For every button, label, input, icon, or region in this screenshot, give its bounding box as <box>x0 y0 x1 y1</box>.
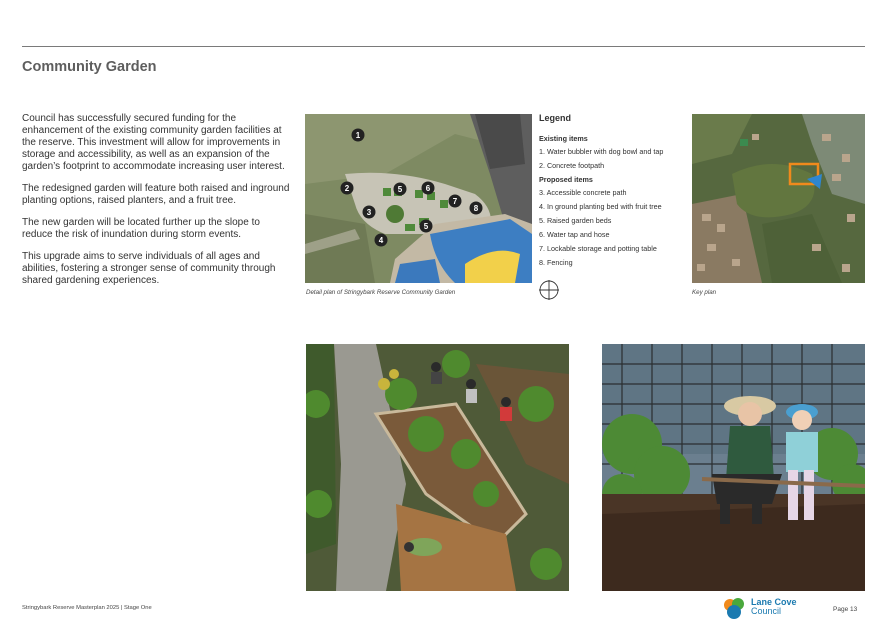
svg-text:5: 5 <box>423 222 429 231</box>
header-rule <box>22 46 865 47</box>
logo-text <box>751 598 797 616</box>
detail-plan-caption: Detail plan of Stringybark Reserve Community Garden <box>306 289 456 296</box>
svg-text:8: 8 <box>473 204 479 213</box>
svg-text:2: 2 <box>344 184 350 193</box>
legend-item: 6. Water tap and hose <box>539 230 610 239</box>
svg-text:4: 4 <box>378 236 384 245</box>
detail-plan-image <box>305 114 532 283</box>
plan-marker-3 <box>363 206 376 219</box>
legend-item: 4. In ground planting bed with fruit tree <box>539 202 662 211</box>
legend-item: 5. Raised garden beds <box>539 216 612 225</box>
svg-text:7: 7 <box>452 197 458 206</box>
plan-marker-8 <box>470 202 483 215</box>
legend <box>539 113 689 272</box>
intro-paragraph-4: This upgrade aims to serve individuals of all ages and abilities, fostering a stronger sense of community through shared gardening experiences. <box>22 251 276 286</box>
svg-text:1: 1 <box>355 131 361 140</box>
plan-marker-7 <box>449 195 462 208</box>
woman-child-gardening-photo <box>602 344 865 591</box>
legend-item: 1. Water bubbler with dog bowl and tap <box>539 147 664 156</box>
legend-item: 3. Accessible concrete path <box>539 188 627 197</box>
plan-marker-4 <box>375 234 388 247</box>
north-arrow-icon <box>539 280 559 300</box>
page-number: Page 13 <box>833 606 858 613</box>
key-plan-caption: Key plan <box>692 289 717 296</box>
logo-mark-icon <box>721 596 751 622</box>
intro-paragraph-2: The redesigned garden will feature both raised and inground planting options, raised planters, and a fruit tree. <box>22 183 290 206</box>
footer-document-title: Stringybark Reserve Masterplan 2025 | Stage One <box>22 605 152 611</box>
logo-line-2: Council <box>751 606 782 616</box>
plan-marker-1 <box>352 129 365 142</box>
plan-marker-2 <box>341 182 354 195</box>
plan-marker-5b <box>420 220 433 233</box>
intro-paragraph-1: Council has successfully secured funding for the enhancement of the existing community garden facilities at the reserve. This investment will allow for improvements in storage and accessibility, as well as an expansion of the garden’s footprint to accommodate increasing user interest. <box>22 113 285 172</box>
plan-marker-5a <box>394 183 407 196</box>
intro-text <box>22 113 292 297</box>
garden-beds-photo <box>306 344 569 591</box>
svg-text:5: 5 <box>397 185 403 194</box>
legend-item: 2. Concrete footpath <box>539 161 605 170</box>
logo-line-1: Lane Cove <box>751 597 797 607</box>
legend-proposed-heading: Proposed items <box>539 175 593 184</box>
intro-paragraph-3: The new garden will be located further up the slope to reduce the risk of inundation during storm events. <box>22 217 260 240</box>
legend-item: 7. Lockable storage and potting table <box>539 244 657 253</box>
svg-text:3: 3 <box>366 208 372 217</box>
legend-existing-heading: Existing items <box>539 134 588 143</box>
legend-title: Legend <box>539 113 572 123</box>
svg-text:6: 6 <box>425 184 431 193</box>
plan-marker-6 <box>422 182 435 195</box>
key-plan-image <box>692 114 865 283</box>
legend-item: 8. Fencing <box>539 258 573 267</box>
page-title: Community Garden <box>22 59 157 75</box>
